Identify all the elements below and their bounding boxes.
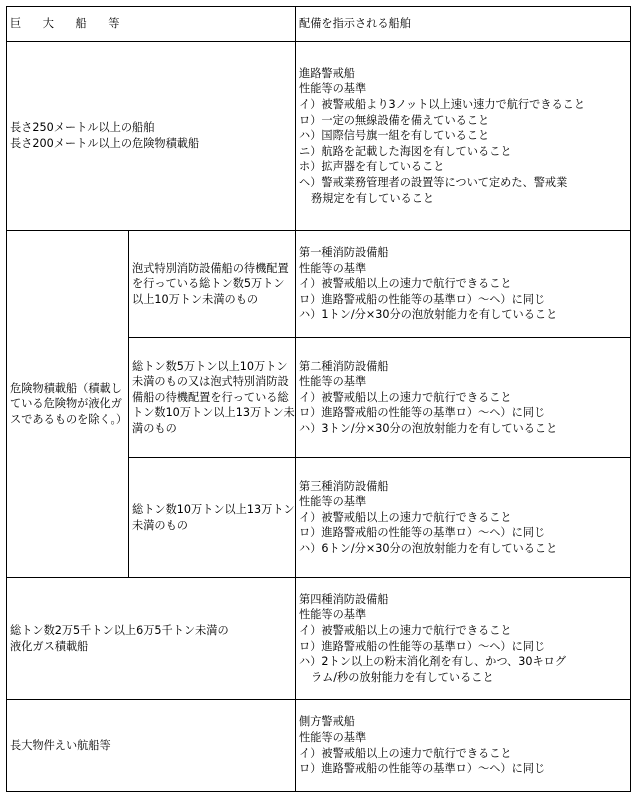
row2-item: ハ）1トン/分×30分の泡放射能力を有していること <box>299 308 558 322</box>
row4-item: ハ）6トン/分×30分の泡放射能力を有していること <box>299 541 558 555</box>
vessel-requirements-table <box>6 6 631 792</box>
row5-left-line: 総トン数2万5千トン以上6万5千トン未満の <box>10 623 229 637</box>
row3-item: ロ）進路警戒船の性能等の基準ロ）～ヘ）に同じ <box>299 406 546 420</box>
row5-item-continuation: ラム/秒の放射能力を有していること <box>311 670 494 684</box>
row2-middle-cell <box>129 231 296 338</box>
header-row <box>7 7 631 42</box>
row6-left-cell <box>7 700 296 792</box>
row2-item: イ）被警戒船以上の速力で航行できること <box>299 277 512 291</box>
row4-item: ロ）進路警戒船の性能等の基準ロ）～ヘ）に同じ <box>299 526 546 540</box>
row1-item: ロ）一定の無線設備を備えていること <box>299 113 490 127</box>
row6-left-text: 長大物件えい航船等 <box>10 738 111 752</box>
row4-middle-cell <box>129 458 296 578</box>
row1-item: ヘ）警戒業務管理者の設置等について定めた、警戒業 <box>299 175 568 189</box>
row5-criteria: 性能等の基準 <box>299 608 367 622</box>
row4-item: イ）被警戒船以上の速力で航行できること <box>299 510 512 524</box>
row1-item: ハ）国際信号旗一組を有していること <box>299 129 490 143</box>
row1-left-cell <box>7 42 296 231</box>
row5-right-cell <box>296 578 631 700</box>
row3-middle-text: 総トン数5万トン以上10万トン未満のもの又は泡式特別消防設備船の待機配置を行っている総トン数10万トン以上13万トン未満のもの <box>132 359 295 435</box>
row6-right-cell <box>296 700 631 792</box>
row6-item: イ）被警戒船以上の速力で航行できること <box>299 746 512 760</box>
row1-criteria: 性能等の基準 <box>299 82 367 96</box>
row4-right-cell <box>296 458 631 578</box>
table-row <box>7 42 631 231</box>
row6-criteria: 性能等の基準 <box>299 730 367 744</box>
row6-item: ロ）進路警戒船の性能等の基準ロ）～ヘ）に同じ <box>299 762 546 776</box>
row4-title: 第三種消防設備船 <box>299 479 389 493</box>
row5-item: ハ）2トン以上の粉末消化剤を有し、かつ、30キログ <box>299 655 567 669</box>
table-row <box>7 700 631 792</box>
row3-title: 第二種消防設備船 <box>299 359 389 373</box>
row5-item: ロ）進路警戒船の性能等の基準ロ）～ヘ）に同じ <box>299 639 546 653</box>
header-large-vessels <box>7 7 296 42</box>
row1-title: 進路警戒船 <box>299 66 355 80</box>
header-left-text: 巨 大 船 等 <box>10 17 129 31</box>
row1-right-cell <box>296 42 631 231</box>
row4-criteria: 性能等の基準 <box>299 495 367 509</box>
row3-right-cell <box>296 338 631 458</box>
row2-middle-text: 泡式特別消防設備船の待機配置を行っている総トン数5万トン以上10万トン未満のもの <box>132 261 289 306</box>
row1-item: イ）被警戒船より3ノット以上速い速力で航行できること <box>299 98 586 112</box>
row3-middle-cell <box>129 338 296 458</box>
row2-item: ロ）進路警戒船の性能等の基準ロ）～ヘ）に同じ <box>299 292 546 306</box>
row1-item: ホ）拡声器を有していること <box>299 160 445 174</box>
row5-item: イ）被警戒船以上の速力で航行できること <box>299 623 512 637</box>
row6-title: 側方警戒船 <box>299 715 355 729</box>
row3-item: ハ）3トン/分×30分の泡放射能力を有していること <box>299 421 558 435</box>
dangerous-goods-group-cell <box>7 231 129 578</box>
row1-item: ニ）航路を記載した海図を有していること <box>299 144 512 158</box>
row5-title: 第四種消防設備船 <box>299 592 389 606</box>
dangerous-goods-label: 危険物積載船（積載している危険物が液化ガスであるものを除く。） <box>10 381 128 426</box>
row1-item-continuation: 務規定を有していること <box>311 191 435 205</box>
table-row <box>7 578 631 700</box>
row2-right-cell <box>296 231 631 338</box>
row2-title: 第一種消防設備船 <box>299 246 389 260</box>
row3-item: イ）被警戒船以上の速力で航行できること <box>299 390 512 404</box>
row1-left-line: 長さ250メートル以上の船舶 <box>10 121 155 135</box>
row4-middle-text: 総トン数10万トン以上13万トン未満のもの <box>132 502 295 532</box>
row1-left-line: 長さ200メートル以上の危険物積載船 <box>10 137 200 150</box>
row2-criteria: 性能等の基準 <box>299 261 367 275</box>
row5-left-cell <box>7 578 296 700</box>
header-assigned-vessels <box>296 7 631 42</box>
row3-criteria: 性能等の基準 <box>299 375 367 389</box>
table-row <box>7 231 631 338</box>
header-right-text: 配備を指示される船舶 <box>299 17 411 31</box>
row5-left-line: 液化ガス積載船 <box>10 639 89 653</box>
